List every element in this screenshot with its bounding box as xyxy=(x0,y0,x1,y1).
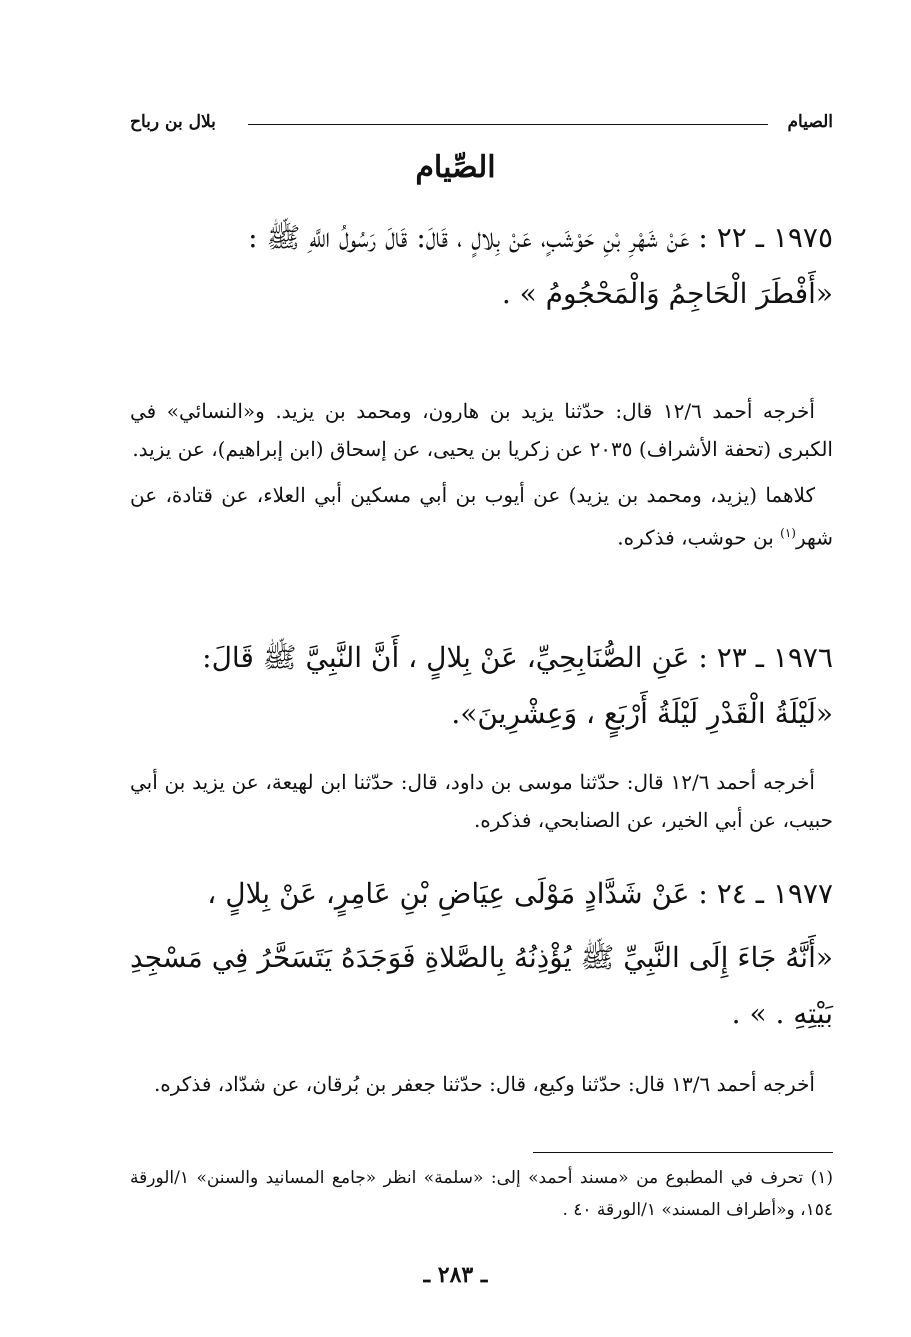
hadith-1976-quote: «لَيْلَةُ الْقَدْرِ لَيْلَةُ أَرْبَعٍ ، وَعِشْرِينَ». xyxy=(451,697,833,730)
takhrij-1976 xyxy=(130,763,833,839)
hadith-1975-quote: «أَفْطَرَ الْحَاجِمُ وَالْمَحْجُومُ » . xyxy=(501,277,833,310)
hadith-1975 xyxy=(130,210,833,322)
header-companion: بلال بن رباح xyxy=(130,112,216,132)
hadith-1977-text: ١٩٧٧ ـ ٢٤ : عَنْ شَدَّادٍ مَوْلَى عِيَاضِ بْنِ عَامِرٍ، عَنْ بِلالٍ ، xyxy=(207,877,833,910)
takhrij-1975-p2-end: بن حوشب، فذكره. xyxy=(617,525,781,550)
header-rule xyxy=(248,124,768,125)
takhrij-1975-p1: أخرجه أحمد ١٢/٦ قال: حدّثنا يزيد بن هارون، ومحمد بن يزيد. و«النسائي» في الكبرى (تحفة الأشراف) ٢٠٣٥ عن زكريا بن يحيى، عن إسحاق (ابن إبراهيم)، عن يزيد. xyxy=(130,399,833,461)
footnote-rule xyxy=(533,1152,833,1153)
hadith-1977 xyxy=(130,866,833,1042)
takhrij-1976-p1: أخرجه أحمد ١٢/٦ قال: حدّثنا موسى بن داود، قال: حدّثنا ابن لهيعة، عن يزيد بن أبي حبيب، عن أبي الخير، عن الصنابحي، فذكره. xyxy=(130,770,833,832)
running-header xyxy=(130,112,833,142)
footnote-ref-1[interactable]: (١) xyxy=(780,526,796,540)
hadith-1976-text: ١٩٧٦ ـ ٢٣ : عَنِ الصُّنَابِحِيِّ، عَنْ بِلالٍ ، أَنَّ النَّبِيَّ ﷺ قَالَ: xyxy=(202,641,833,674)
takhrij-1975-p2-text: كلاهما (يزيد، ومحمد بن يزيد) عن أيوب بن أبي مسكين أبي العلاء، عن قتادة، عن شهر xyxy=(130,483,833,550)
takhrij-1977 xyxy=(130,1065,833,1103)
hadith-1976 xyxy=(130,630,833,742)
takhrij-1975-p2 xyxy=(130,476,833,557)
page-number: ـ ٢٨٣ ـ xyxy=(423,1262,488,1288)
takhrij-1977-p1: أخرجه أحمد ١٣/٦ قال: حدّثنا وكيع، قال: حدّثنا جعفر بن بُرقان، عن شدّاد، فذكره. xyxy=(153,1072,815,1096)
section-title: الصِّيام xyxy=(415,150,496,185)
hadith-1975-text: ١٩٧٥ ـ ٢٢ : عَنْ شَهْرِ بْنِ حَوْشَبٍ، عَنْ بِلالٍ ، قَالَ: قَالَ رَسُولُ اللَّهِ ﷺ : xyxy=(248,221,833,254)
footnote-1: (١) تحرف في المطبوع من «مسند أحمد» إلى: «سلمة» انظر «جامع المسانيد والسنن» ١/الورقة ١٥٤، و«أطراف المسند» ١/الورقة ٤٠ . xyxy=(130,1168,833,1220)
takhrij-1975 xyxy=(130,392,833,557)
hadith-1977-quote: «أَنَّهُ جَاءَ إِلَى النَّبِيِّ ﷺ يُؤْذِنُهُ بِالصَّلاةِ فَوَجَدَهُ يَتَسَحَّرُ فِي مَسْجِدِ بَيْتِهِ . » . xyxy=(130,941,833,1030)
header-chapter: الصيام xyxy=(787,112,833,132)
